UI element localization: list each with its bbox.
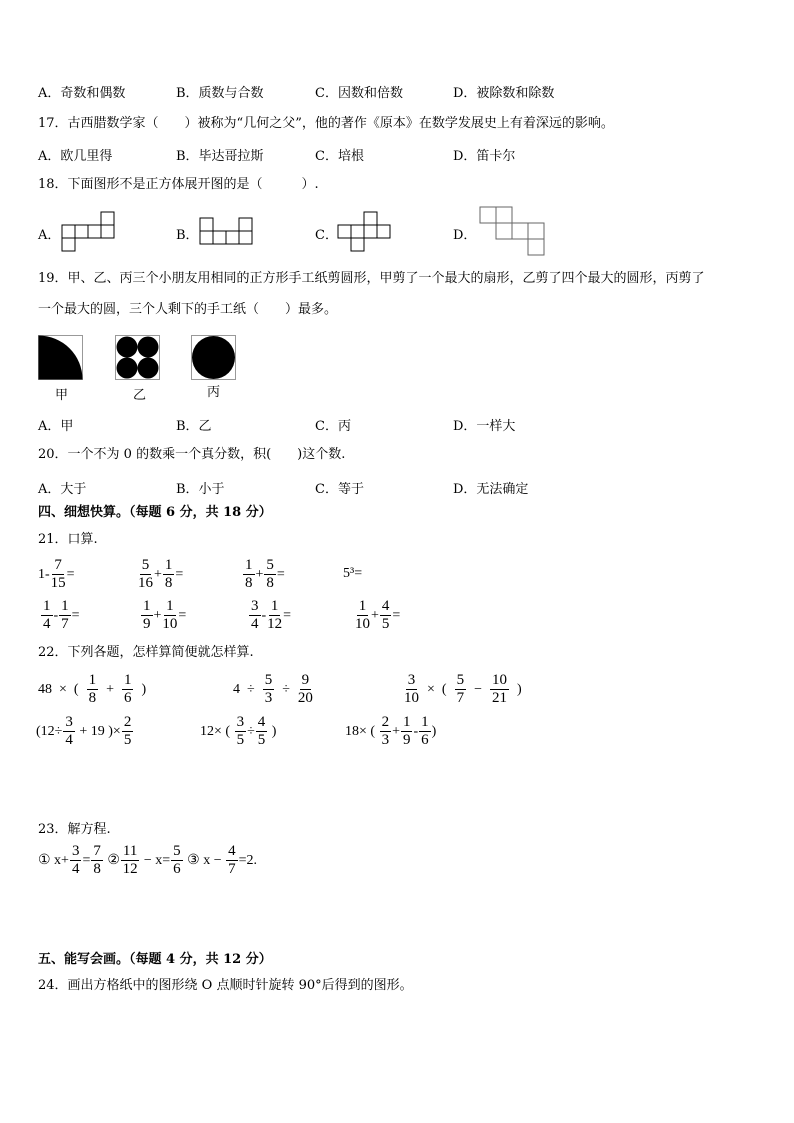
fraction <box>404 672 419 707</box>
figure-caption-yi: 乙 <box>133 388 147 403</box>
math-text: ÷ <box>275 681 297 697</box>
denominator: 3 <box>381 732 390 748</box>
math-text: = <box>283 607 292 623</box>
numerator: 3 <box>71 843 80 859</box>
math-text: + <box>255 566 264 582</box>
math-text: + 19 )× <box>75 723 121 739</box>
q16-option-c: C．因数和倍数 <box>315 86 403 101</box>
q20-option-c: C．等于 <box>315 482 364 497</box>
math-text: + <box>371 607 379 623</box>
figure-yi-four-circles <box>115 335 161 381</box>
q17-text: 17．古西腊数学家（ ）被称为“几何之父”，他的著作《原本》在数学发展史上有着深远的影响。 <box>38 116 614 131</box>
denominator: 7 <box>61 616 69 632</box>
numerator: 9 <box>301 672 310 688</box>
numerator: 4 <box>381 598 390 614</box>
q23-text: 23．解方程. <box>38 822 111 837</box>
denominator: 12 <box>267 616 283 632</box>
section-5-heading: 五、能写会画。（每题 4 分，共 12 分） <box>38 952 272 967</box>
math-text: 12× ( <box>200 723 234 739</box>
q21-expr-2 <box>137 557 183 592</box>
denominator: 16 <box>138 575 153 591</box>
fraction <box>380 714 392 749</box>
numerator: 3 <box>407 672 416 688</box>
fraction <box>91 843 103 878</box>
fraction <box>171 843 183 878</box>
fraction <box>256 714 268 749</box>
denominator: 4 <box>43 616 51 632</box>
math-text: ② <box>103 853 120 868</box>
numerator: 7 <box>93 843 101 859</box>
numerator: 1 <box>43 598 51 614</box>
denominator: 10 <box>404 690 419 706</box>
figure-caption-bing: 丙 <box>207 385 221 400</box>
numerator: 3 <box>65 714 73 730</box>
math-text: - <box>53 607 59 623</box>
fraction <box>226 843 238 878</box>
denominator: 8 <box>245 575 253 591</box>
numerator: 3 <box>236 714 245 730</box>
q18-option-c: C． <box>315 228 338 243</box>
q22-expr-6 <box>345 714 436 749</box>
q16-option-b: B．质数与合数 <box>176 86 264 101</box>
denominator: 21 <box>491 690 507 706</box>
denominator: 8 <box>266 575 274 591</box>
fraction <box>121 843 139 878</box>
denominator: 5 <box>381 616 390 632</box>
numerator: 10 <box>491 672 507 688</box>
q21-expr-7 <box>248 598 291 633</box>
fraction <box>380 598 392 633</box>
math-text: = <box>82 852 91 868</box>
denominator: 9 <box>402 732 411 748</box>
q17-option-c: C．培根 <box>315 149 364 164</box>
math-text: = <box>392 607 401 623</box>
math-text: − <box>467 681 489 697</box>
denominator: 4 <box>65 732 73 748</box>
numerator: 1 <box>61 598 69 614</box>
q18-text: 18．下面图形不是正方体展开图的是（ ）. <box>38 177 319 192</box>
fraction <box>419 714 431 749</box>
denominator: 7 <box>228 861 236 877</box>
q18-option-a: A． <box>38 228 61 243</box>
numerator: 5 <box>141 557 150 573</box>
math-text: + <box>99 681 121 697</box>
math-text: =2. <box>238 852 258 868</box>
fraction <box>162 598 177 633</box>
numerator: 2 <box>381 714 390 730</box>
math-text: + <box>154 566 162 582</box>
math-text: ) <box>134 681 147 697</box>
denominator: 15 <box>50 575 66 591</box>
q24-text: 24．画出方格纸中的图形绕 O 点顺时针旋转 90°后得到的图形。 <box>38 978 413 993</box>
math-text: ③ x − <box>183 853 226 868</box>
numerator: 5 <box>173 843 181 859</box>
q19-text-line2: 一个最大的圆，三个人剩下的手工纸（ ）最多。 <box>38 302 338 317</box>
math-text: = <box>66 566 75 582</box>
math-text: ÷ <box>247 723 255 739</box>
cube-net-a <box>61 211 117 253</box>
fraction <box>41 598 53 633</box>
math-text: ① x+ <box>38 853 69 868</box>
numerator: 1 <box>245 557 253 573</box>
math-text: 18× ( <box>345 723 379 739</box>
numerator: 1 <box>123 672 132 688</box>
denominator: 10 <box>162 616 178 632</box>
fraction <box>163 557 175 592</box>
q20-text: 20．一个不为 0 的数乘一个真分数，积( )这个数. <box>38 447 346 462</box>
numerator: 1 <box>166 598 174 614</box>
numerator: 1 <box>358 598 367 614</box>
math-text: ) <box>431 723 437 739</box>
fraction <box>298 672 313 707</box>
q21-expr-8 <box>354 598 400 633</box>
cube-net-c <box>337 211 393 253</box>
math-text: × ( <box>420 681 454 697</box>
math-text: = <box>71 607 80 623</box>
denominator: 8 <box>88 690 97 706</box>
fraction <box>249 598 261 633</box>
denominator: 20 <box>297 690 313 706</box>
math-text: = <box>175 566 184 582</box>
math-text: + <box>392 723 400 739</box>
q17-option-b: B．毕达哥拉斯 <box>176 149 264 164</box>
q23-equations <box>38 843 257 878</box>
math-text: = <box>276 566 285 582</box>
denominator: 6 <box>173 861 181 877</box>
fraction <box>122 672 134 707</box>
q19-option-d: D．一样大 <box>453 419 516 434</box>
cube-net-b <box>199 217 255 247</box>
fraction <box>264 557 276 592</box>
q21-expr-3 <box>242 557 285 592</box>
q21-expr-5 <box>40 598 80 633</box>
q19-option-b: B．乙 <box>176 419 212 434</box>
q20-option-a: A．大于 <box>38 482 87 497</box>
denominator: 7 <box>456 690 465 706</box>
q19-option-a: A．甲 <box>38 419 74 434</box>
denominator: 9 <box>143 616 151 632</box>
denominator: 4 <box>251 616 259 632</box>
numerator: 11 <box>122 843 138 859</box>
q19-text-line1: 19．甲、乙、丙三个小朋友用相同的正方形手工纸剪圆形，甲剪了一个最大的扇形，乙剪了四个最大的圆形，丙剪了 <box>38 271 705 286</box>
math-text: (12÷ <box>36 723 63 739</box>
numerator: 5 <box>264 672 273 688</box>
figure-caption-jia: 甲 <box>55 388 69 403</box>
math-text: ) <box>268 723 277 739</box>
q20-option-b: B．小于 <box>176 482 225 497</box>
numerator: 1 <box>88 672 97 688</box>
math-text: 48 × ( <box>38 681 86 697</box>
fraction <box>267 598 282 633</box>
numerator: 1 <box>164 557 173 573</box>
denominator: 8 <box>93 861 101 877</box>
q17-option-a: A．欧几里得 <box>38 149 113 164</box>
figure-bing-circle <box>191 335 237 381</box>
q21-expr-1 <box>38 557 75 592</box>
q21-text: 21．口算. <box>38 532 98 547</box>
numerator: 2 <box>123 714 132 730</box>
fraction <box>263 672 275 707</box>
math-text: ) <box>509 681 522 697</box>
q22-expr-4 <box>36 714 134 749</box>
q22-text: 22．下列各题，怎样算简便就怎样算. <box>38 645 254 660</box>
q20-option-d: D．无法确定 <box>453 482 529 497</box>
q18-option-d: D． <box>453 228 477 243</box>
math-text: - <box>261 607 267 623</box>
q22-expr-5 <box>200 714 276 749</box>
fraction <box>63 714 75 749</box>
q18-option-b: B． <box>176 228 199 243</box>
section-4-heading: 四、细想快算。（每题 6 分，共 18 分） <box>38 505 272 520</box>
fraction <box>87 672 99 707</box>
q22-expr-1 <box>38 672 146 707</box>
fraction <box>455 672 467 707</box>
denominator: 4 <box>71 861 80 877</box>
denominator: 10 <box>355 616 370 632</box>
fraction <box>122 714 134 749</box>
numerator: 1 <box>143 598 151 614</box>
q17-option-d: D．笛卡尔 <box>453 149 516 164</box>
fraction <box>235 714 247 749</box>
q22-expr-3 <box>403 672 522 707</box>
denominator: 12 <box>122 861 138 877</box>
numerator: 4 <box>228 843 236 859</box>
math-text: 1- <box>38 566 50 582</box>
fraction <box>70 843 82 878</box>
math-text: 5³= <box>343 566 363 581</box>
fraction <box>141 598 153 633</box>
q22-expr-2 <box>233 672 314 707</box>
denominator: 5 <box>123 732 132 748</box>
denominator: 6 <box>421 732 429 748</box>
fraction <box>51 557 66 592</box>
cube-net-d <box>479 206 549 258</box>
q21-expr-4 <box>343 566 362 582</box>
numerator: 1 <box>402 714 411 730</box>
q16-option-a: A．奇数和偶数 <box>38 86 126 101</box>
numerator: 5 <box>456 672 465 688</box>
denominator: 6 <box>123 690 132 706</box>
denominator: 5 <box>257 732 266 748</box>
numerator: 3 <box>251 598 259 614</box>
denominator: 8 <box>164 575 173 591</box>
numerator: 7 <box>54 557 62 573</box>
fraction <box>59 598 71 633</box>
denominator: 3 <box>264 690 273 706</box>
math-text: - <box>413 723 419 739</box>
fraction <box>138 557 153 592</box>
q19-option-c: C．丙 <box>315 419 351 434</box>
numerator: 1 <box>270 598 279 614</box>
math-text: 4 ÷ <box>233 681 262 697</box>
figure-jia-quarter-circle <box>38 335 84 381</box>
q16-option-d: D．被除数和除数 <box>453 86 555 101</box>
q21-expr-6 <box>140 598 186 633</box>
fraction <box>243 557 255 592</box>
numerator: 4 <box>257 714 266 730</box>
math-text: + <box>153 607 162 623</box>
math-text: = <box>178 607 187 623</box>
numerator: 5 <box>266 557 274 573</box>
math-text: − x= <box>140 852 171 868</box>
numerator: 1 <box>421 714 429 730</box>
fraction <box>355 598 370 633</box>
fraction <box>401 714 413 749</box>
fraction <box>490 672 509 707</box>
denominator: 5 <box>236 732 245 748</box>
